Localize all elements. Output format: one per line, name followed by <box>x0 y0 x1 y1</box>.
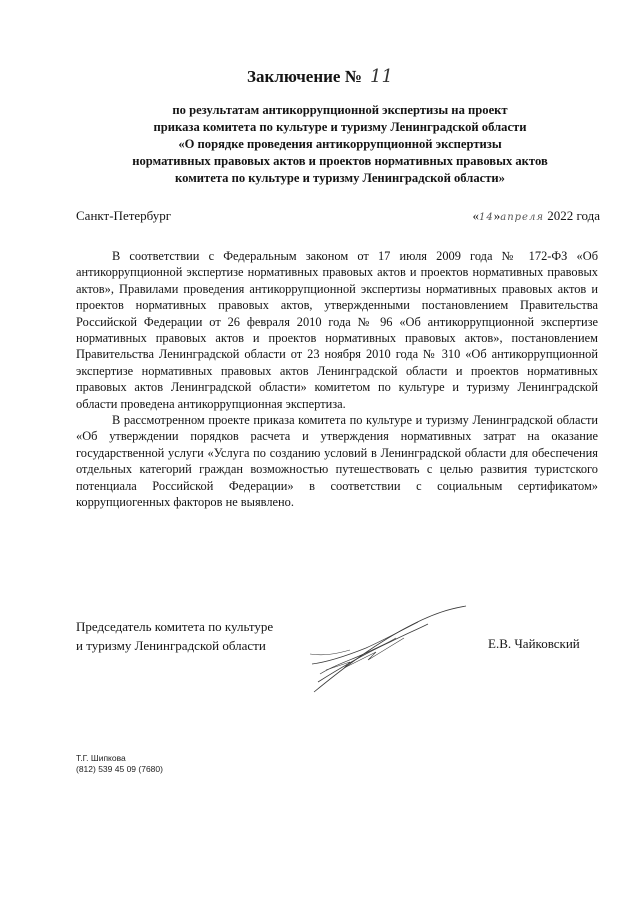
title-text: Заключение № <box>247 67 362 86</box>
document-subtitle <box>90 102 590 187</box>
subtitle-line: нормативных правовых актов и проектов нормативных правовых актов <box>132 154 548 168</box>
body-paragraph: В соответствии с Федеральным законом от 17 июля 2009 года № 172-ФЗ «Об антикоррупционной экспертизе нормативных правовых актов и проектов нормативных правовых актов», Правилами проведения антикоррупционной экспертизы нормативных правовых актов и проектов нормативных правовых актов, утвержденными постановлением Правительства Российской Федерации от 26 февраля 2010 года № 96 «Об антикоррупционной экспертизе нормативных правовых актов и проектов нормативных правовых актов», постановлением Правительства Ленинградской области от 23 ноября 2010 года № 310 «Об антикоррупционной экспертизе нормативных правовых актов Ленинградской области и проектов нормативных правовых актов Ленинградской области» комитетом по культуре и туризму Ленинградской области проведена антикоррупционная экспертиза. <box>76 249 598 411</box>
date-close-quote: » <box>493 208 501 223</box>
subtitle-line: приказа комитета по культуре и туризму Ленинградской области <box>153 120 527 134</box>
subtitle-line: по результатам антикоррупционной экспертизы на проект <box>172 103 508 117</box>
handwritten-number: 11 <box>370 66 393 87</box>
position-line: и туризму Ленинградской области <box>76 638 266 653</box>
date-day-handwritten: 14 <box>479 212 494 223</box>
document-title <box>0 66 640 87</box>
body-paragraph: В рассмотренном проекте приказа комитета по культуре и туризму Ленинградской области «Об утверждении порядков расчета и утверждения нормативных затрат на оказание государственной услуги «Услуга по созданию условий в Ленинградской области для обеспечения отдельных категорий граждан возможностью путешествовать с целью развития туристского потенциала Российской Федерации» в соответствии с социальным сертификатом» коррупциогенных факторов не выявлено. <box>76 413 598 510</box>
document-body <box>76 248 598 511</box>
subtitle-line: «О порядке проведения антикоррупционной экспертизы <box>178 137 502 151</box>
signatory-position <box>76 617 273 655</box>
position-line: Председатель комитета по культуре <box>76 619 274 634</box>
date-open-quote: « <box>472 208 480 223</box>
executor-name: Т.Г. Шипкова <box>76 753 126 763</box>
executor-info <box>76 753 163 775</box>
date-year: 2022 года <box>547 208 600 223</box>
executor-phone: (812) 539 45 09 (7680) <box>76 764 163 774</box>
subtitle-line: комитета по культуре и туризму Ленинградской области» <box>175 171 505 185</box>
document-date <box>473 208 600 224</box>
handwritten-signature <box>306 604 476 696</box>
signatory-name: Е.В. Чайковский <box>488 636 580 651</box>
place-of-issue: Санкт-Петербург <box>76 208 172 223</box>
date-month-handwritten: апреля <box>500 212 544 223</box>
